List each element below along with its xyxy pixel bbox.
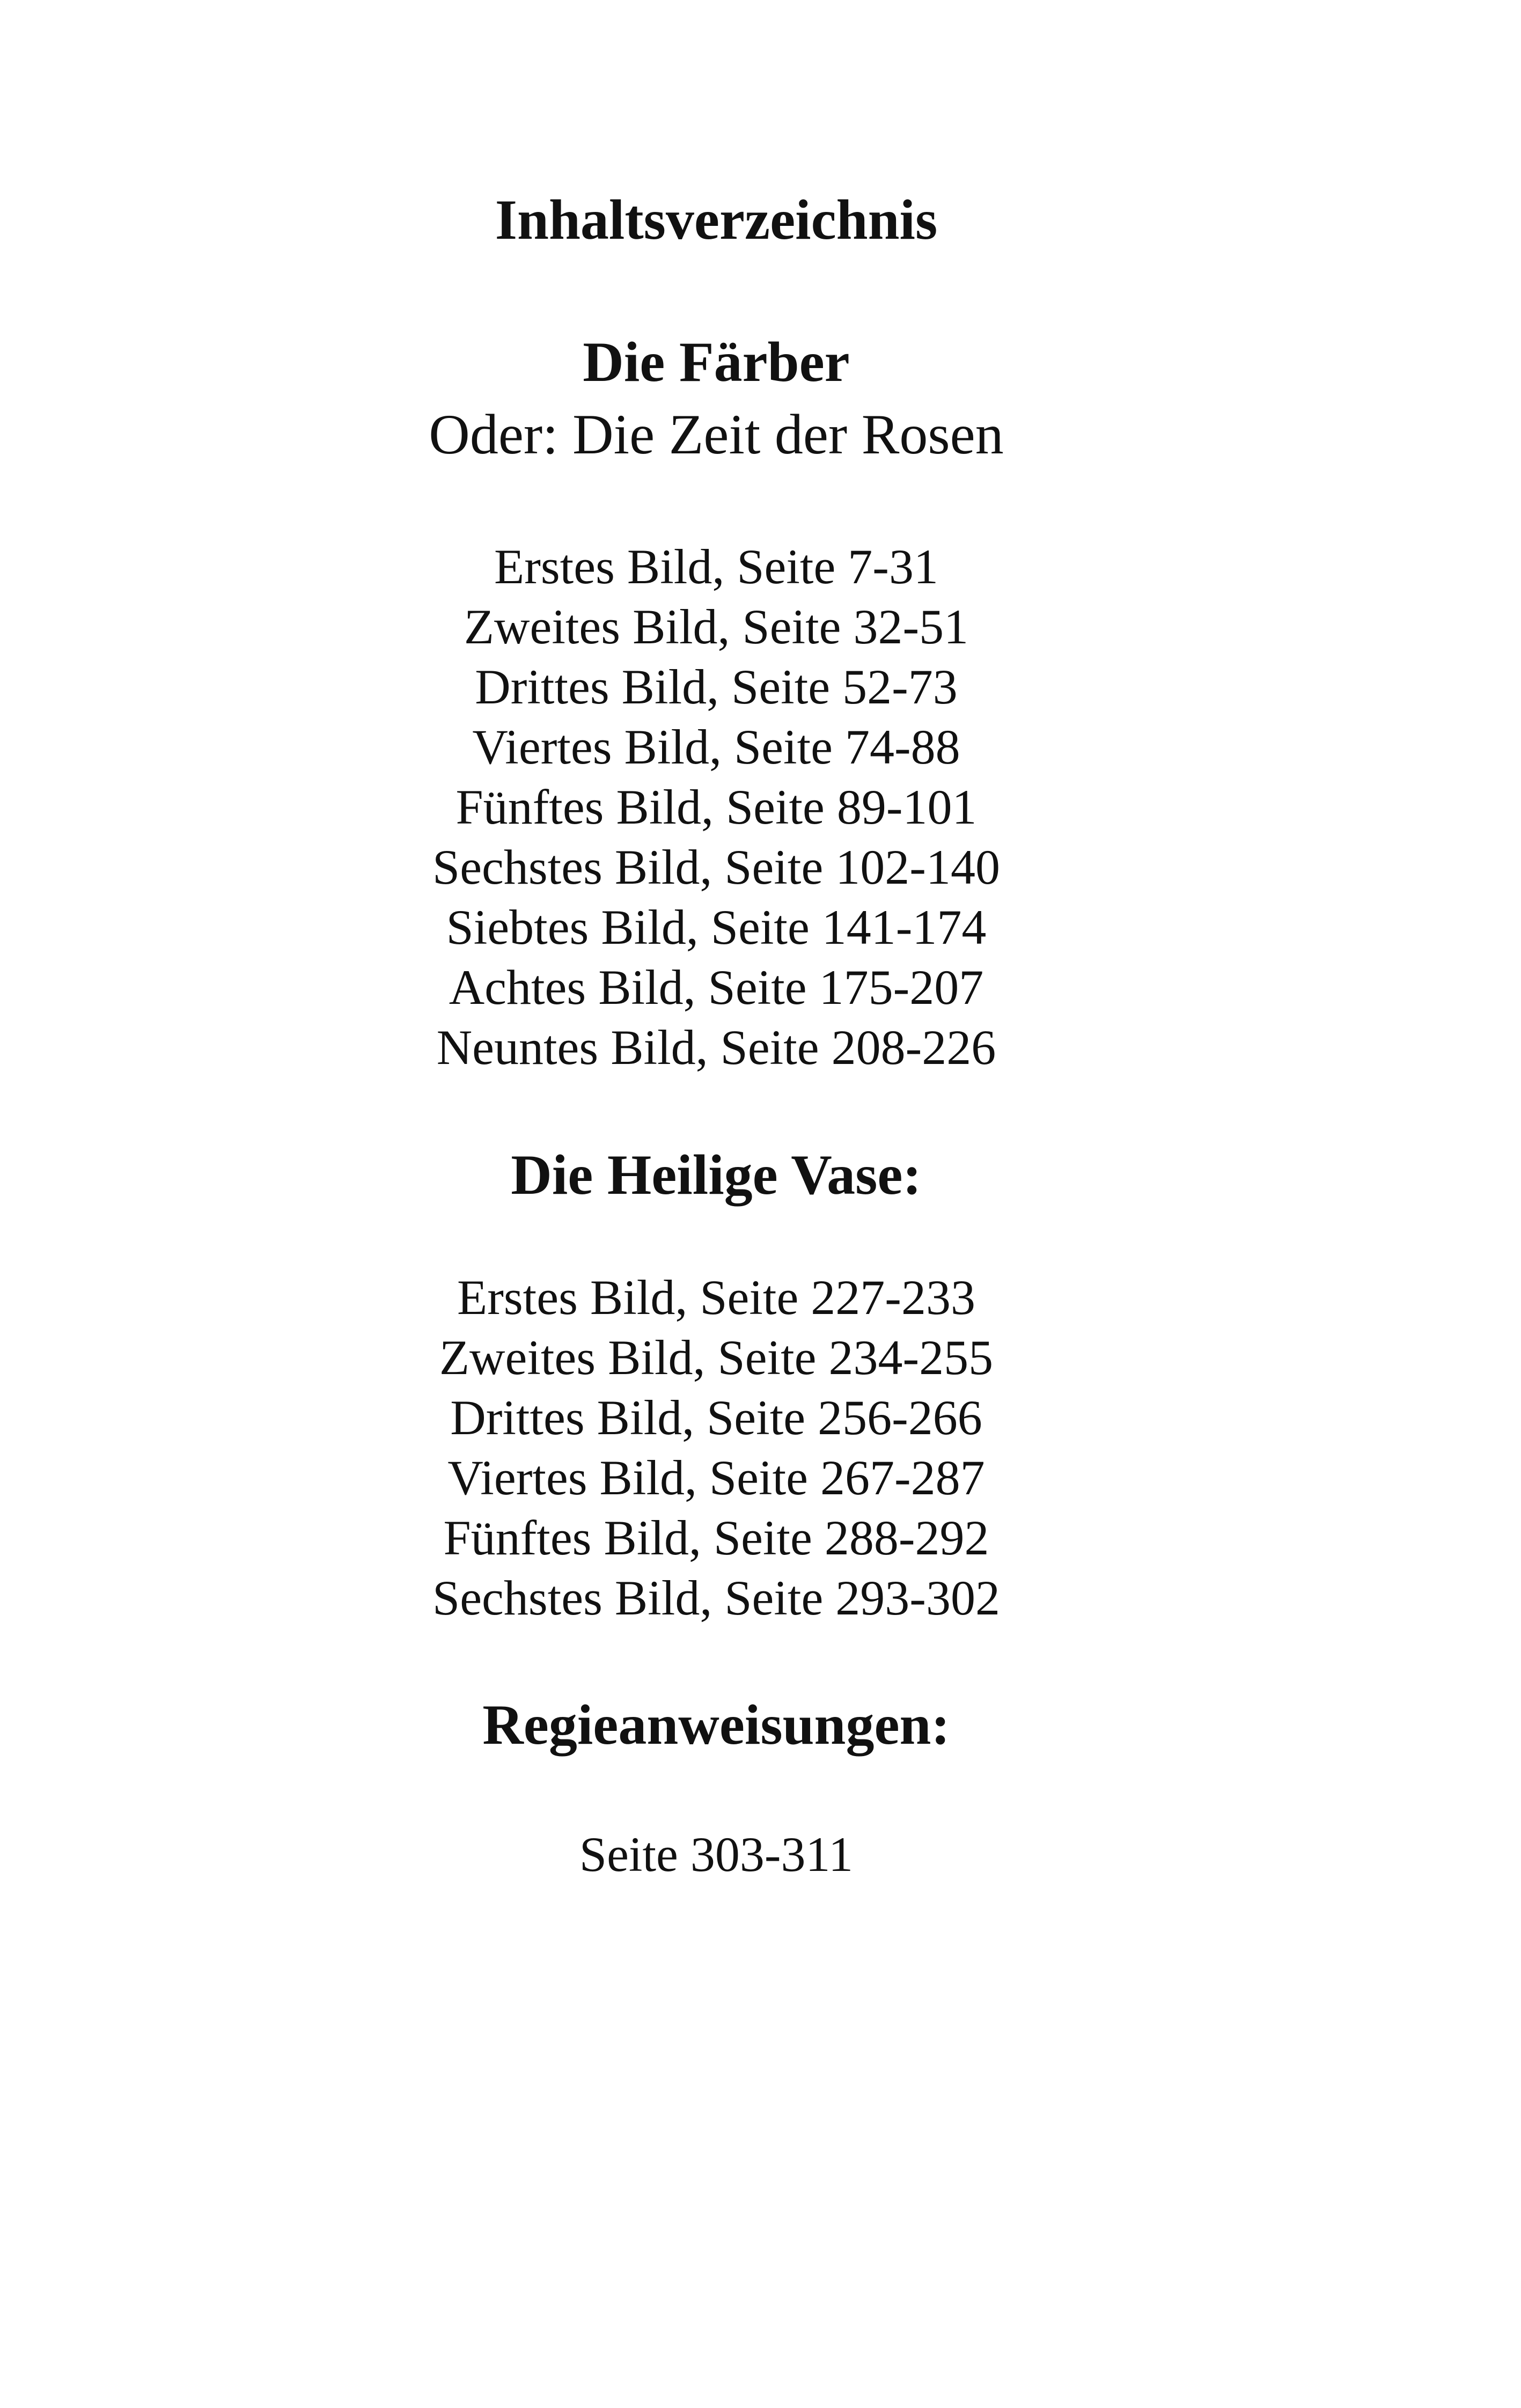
part-heading-die-faerber: Die Färber bbox=[583, 331, 850, 393]
part-heading-die-heilige-vase: Die Heilige Vase: bbox=[511, 1143, 922, 1206]
part-subtitle: Oder: Die Zeit der Rosen bbox=[429, 403, 1004, 466]
toc-entry: Seite 303-311 bbox=[579, 1827, 854, 1882]
toc-entry: Viertes Bild, Seite 267-287 bbox=[447, 1450, 985, 1505]
entry-list-die-heilige-vase bbox=[333, 1267, 1100, 1628]
toc-entry: Erstes Bild, Seite 7-31 bbox=[494, 539, 938, 594]
toc-entry: Fünftes Bild, Seite 288-292 bbox=[443, 1510, 989, 1565]
toc-entry: Drittes Bild, Seite 52-73 bbox=[475, 659, 958, 714]
toc-title: Inhaltsverzeichnis bbox=[495, 188, 938, 251]
toc-entry: Achtes Bild, Seite 175-207 bbox=[449, 960, 984, 1015]
toc-entry: Drittes Bild, Seite 256-266 bbox=[450, 1390, 982, 1445]
toc-entry: Viertes Bild, Seite 74-88 bbox=[472, 720, 960, 774]
toc-entry: Siebtes Bild, Seite 141-174 bbox=[446, 900, 987, 955]
entry-list-die-faerber bbox=[333, 537, 1100, 1077]
part-heading-regieanweisungen: Regieanweisungen: bbox=[482, 1693, 950, 1756]
toc-entry: Sechstes Bild, Seite 293-302 bbox=[432, 1570, 1000, 1625]
toc-entry: Zweites Bild, Seite 234-255 bbox=[439, 1330, 994, 1385]
entry-list-regieanweisungen bbox=[333, 1824, 1100, 1884]
toc-entry: Neuntes Bild, Seite 208-226 bbox=[436, 1020, 996, 1075]
toc-entry: Fünftes Bild, Seite 89-101 bbox=[455, 780, 977, 834]
toc-entry: Zweites Bild, Seite 32-51 bbox=[464, 599, 969, 654]
toc-entry: Erstes Bild, Seite 227-233 bbox=[457, 1270, 975, 1325]
toc-entry: Sechstes Bild, Seite 102-140 bbox=[432, 840, 1000, 894]
